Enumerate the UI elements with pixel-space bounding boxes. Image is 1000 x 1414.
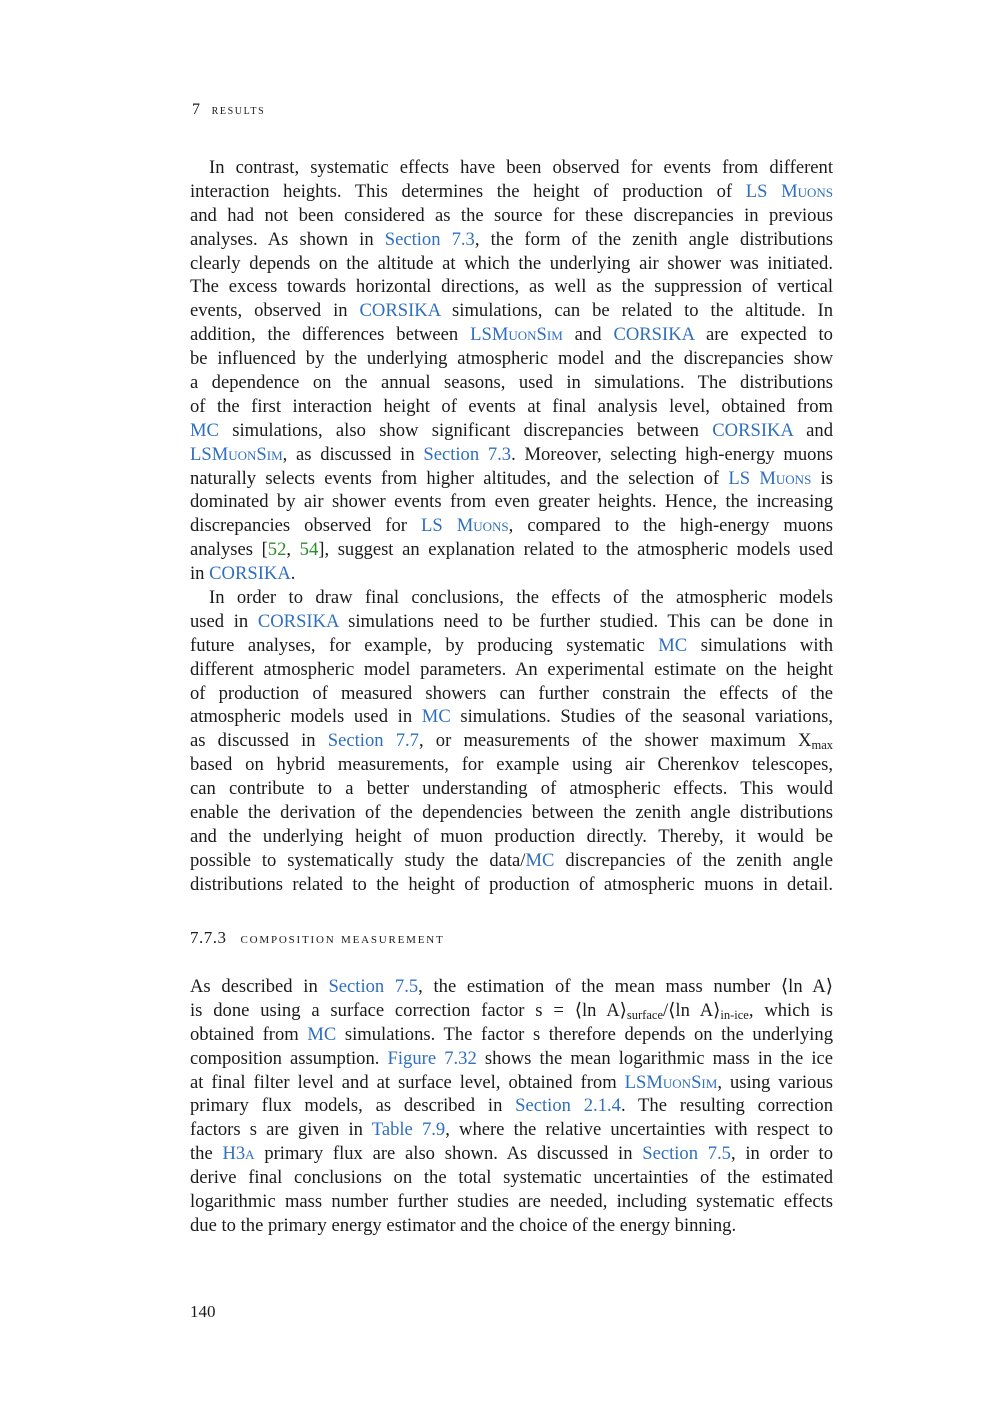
acronym-link[interactable]: LSMuonSim [624,1071,718,1093]
text: simulations need to be further studied. This can be done in [338,610,833,632]
text: are expected to [694,324,833,346]
acronym-link[interactable]: LSMuonSim [190,443,283,465]
text: future analyses, for example, by producing systematic [190,634,659,656]
acronym-link[interactable]: LSMuonSim [470,324,563,346]
text: distributions related to the height of production of atmospheric muons in detail. [190,873,833,895]
text-line [190,562,833,586]
text: and the underlying height of muon production directly. Thereby, it would be [190,825,833,847]
text-line [190,538,833,562]
text: , the form of the zenith angle distributions [474,228,833,250]
text-line [190,299,833,323]
text-line [190,1094,833,1118]
text-line [190,443,833,467]
cross-reference-link[interactable]: CORSIKA [613,324,695,346]
text: . [290,563,296,585]
text: analyses [ [190,539,268,561]
text: atmospheric models used in [190,706,422,728]
cross-reference-link[interactable]: Section 2.1.4 [515,1095,621,1117]
text: simulations, can be related to the altitude. In [440,300,833,322]
cross-reference-link[interactable]: Section 7.7 [327,730,419,752]
chapter-number: 7 [192,101,202,118]
text: discrepancies of the zenith angle [554,849,833,871]
text: . Moreover, selecting high-energy muons [511,443,834,465]
section-title: composition measurement [240,931,445,947]
text: simulations, also show significant discrepancies between [218,419,713,441]
text: simulations. The factor s therefore depends on the underlying [336,1023,833,1045]
text-line [190,347,833,371]
chapter-title: results [211,103,266,118]
text: , the estimation of the mean mass number ⟨ln A⟩ [418,976,833,997]
text-line [190,1047,833,1071]
cross-reference-link[interactable]: Figure 7.32 [387,1047,477,1069]
text-line [190,514,833,538]
text: , where the relative uncertainties with respect to [445,1119,834,1141]
text: of production of measured showers can further constrain the effects of the [190,682,833,704]
text: primary flux models, as described in [190,1095,516,1117]
text: is [811,467,833,489]
text: be influenced by the underlying atmospheric model and the discrepancies show [190,348,833,370]
text-line [190,975,833,999]
text-line [190,999,833,1023]
text-line [190,323,833,347]
text: . The resulting correction [620,1095,833,1117]
text: enable the derivation of the dependencies between the zenith angle distributions [190,802,833,824]
cross-reference-link[interactable]: MC [658,634,688,656]
subscript: surface [626,1007,663,1022]
text-line [190,1190,833,1214]
cross-reference-link[interactable]: MC [525,849,555,871]
running-header [192,101,265,119]
text: possible to systematically study the data/ [190,849,526,871]
text: shows the mean logarithmic mass in the ice [476,1047,833,1069]
text: different atmospheric model parameters. An experimental estimate on the height [190,658,833,680]
text: events, observed in [190,300,360,322]
cross-reference-link[interactable]: CORSIKA [359,300,441,322]
text-line [190,395,833,419]
text-line [190,252,833,276]
text-line [190,705,833,729]
citation-link[interactable]: 52 [267,539,287,561]
cross-reference-link[interactable]: MC [307,1023,337,1045]
text: of the first interaction height of events at final analysis level, obtained from [190,395,833,417]
text: addition, the differences between [190,324,471,346]
text-line [190,753,833,777]
text-line [190,156,833,180]
text: naturally selects events from higher altitudes, and the selection of [190,467,729,489]
cross-reference-link[interactable]: Section 7.5 [328,976,419,997]
text: The excess towards horizontal directions, as well as the suppression of vertical [190,276,833,298]
section-number: 7.7.3 [190,928,227,947]
text-line [190,467,833,491]
cross-reference-link[interactable]: CORSIKA [209,563,291,585]
text: based on hybrid measurements, for example using air Cherenkov telescopes, [190,754,833,776]
text-line [190,825,833,849]
text: , as discussed in [282,443,424,465]
cross-reference-link[interactable]: CORSIKA [257,610,339,632]
text-line [190,777,833,801]
text: the [190,1143,223,1165]
text: , or measurements of the shower maximum X [418,730,812,752]
text: In order to draw final conclusions, the effects of the atmospheric models [209,587,833,608]
text: simulations. Studies of the seasonal variations, [450,706,833,728]
cross-reference-link[interactable]: MC [190,419,219,441]
text-line [190,634,833,658]
page-number: 140 [190,1302,216,1321]
text-line [190,1118,833,1142]
cross-reference-link[interactable]: Section 7.3 [423,443,512,465]
text: , in order to [730,1143,833,1165]
text-line [190,204,833,228]
text-line [190,658,833,682]
text: simulations with [687,634,833,656]
text-line [190,873,833,897]
text-line [190,419,833,443]
text: composition assumption. [190,1047,388,1069]
text: can contribute to a better understanding of atmospheric effects. This would [190,778,833,800]
text: analyses. As shown in [190,228,385,250]
text: , using various [717,1071,833,1093]
text: is done using a surface correction factor s = ⟨ln A⟩ [190,999,627,1021]
citation-link[interactable]: 54 [299,539,319,561]
text: interaction heights. This determines the height of production of [190,180,746,202]
text-line [190,275,833,299]
text-line [190,610,833,634]
text-line [190,1214,833,1238]
acronym-link[interactable]: LS Muons [745,180,833,202]
text: , [286,539,300,561]
text: due to the primary energy estimator and the choice of the energy binning. [190,1214,737,1236]
paragraph-1 [190,156,833,586]
text-line [190,371,833,395]
text-line [190,729,833,753]
subscript: max [811,738,833,753]
text-line [190,682,833,706]
text-line [190,586,833,610]
cross-reference-link[interactable]: Section 7.3 [384,228,475,250]
text: and [792,419,833,441]
text-line [190,490,833,514]
subscript: in-ice [720,1007,749,1022]
text: /⟨ln A⟩ [663,999,721,1021]
acronym-link[interactable]: LS Muons [421,515,509,537]
text: in [190,563,210,585]
text-line [190,801,833,825]
text-line [190,849,833,873]
text: ], suggest an explanation related to the atmospheric models used [318,539,834,561]
text: factors s are given in [190,1119,372,1141]
text: logarithmic mass number further studies are needed, including systematic effects [190,1191,833,1213]
text: dominated by air shower events from even greater heights. Hence, the increasing [190,491,833,513]
text: a dependence on the annual seasons, used in simulations. The distributions [190,372,833,394]
cross-reference-link[interactable]: CORSIKA [712,419,793,441]
text-line [190,1142,833,1166]
text: obtained from [190,1023,308,1045]
text: used in [190,610,258,632]
text-line [190,1071,833,1095]
text: As described in [190,976,329,997]
text: , compared to the high-energy muons [508,515,833,537]
text: derive final conclusions on the total systematic uncertainties of the estimated [190,1167,833,1189]
text-line [190,1166,833,1190]
text: clearly depends on the altitude at which the underlying air shower was initiated. [190,252,833,274]
text: In contrast, systematic effects have been observed for events from different [209,157,833,178]
cross-reference-link[interactable]: MC [421,706,451,728]
text: , which is [748,999,833,1021]
cross-reference-link[interactable]: Table 7.9 [371,1119,446,1141]
text: as discussed in [190,730,328,752]
text-line [190,1023,833,1047]
paragraph-3 [190,975,833,1238]
paragraph-2 [190,586,833,897]
text: primary flux are also shown. As discussed in [254,1143,643,1165]
text: discrepancies observed for [190,515,422,537]
section-heading [190,928,445,948]
cross-reference-link[interactable]: Section 7.5 [642,1143,731,1165]
acronym-link[interactable]: H3a [222,1143,255,1165]
text: at final filter level and at surface level, obtained from [190,1071,625,1093]
text: and [562,324,614,346]
acronym-link[interactable]: LS Muons [728,467,812,489]
text: and had not been considered as the source for these discrepancies in previous [190,204,833,226]
text-line [190,228,833,252]
text-line [190,180,833,204]
